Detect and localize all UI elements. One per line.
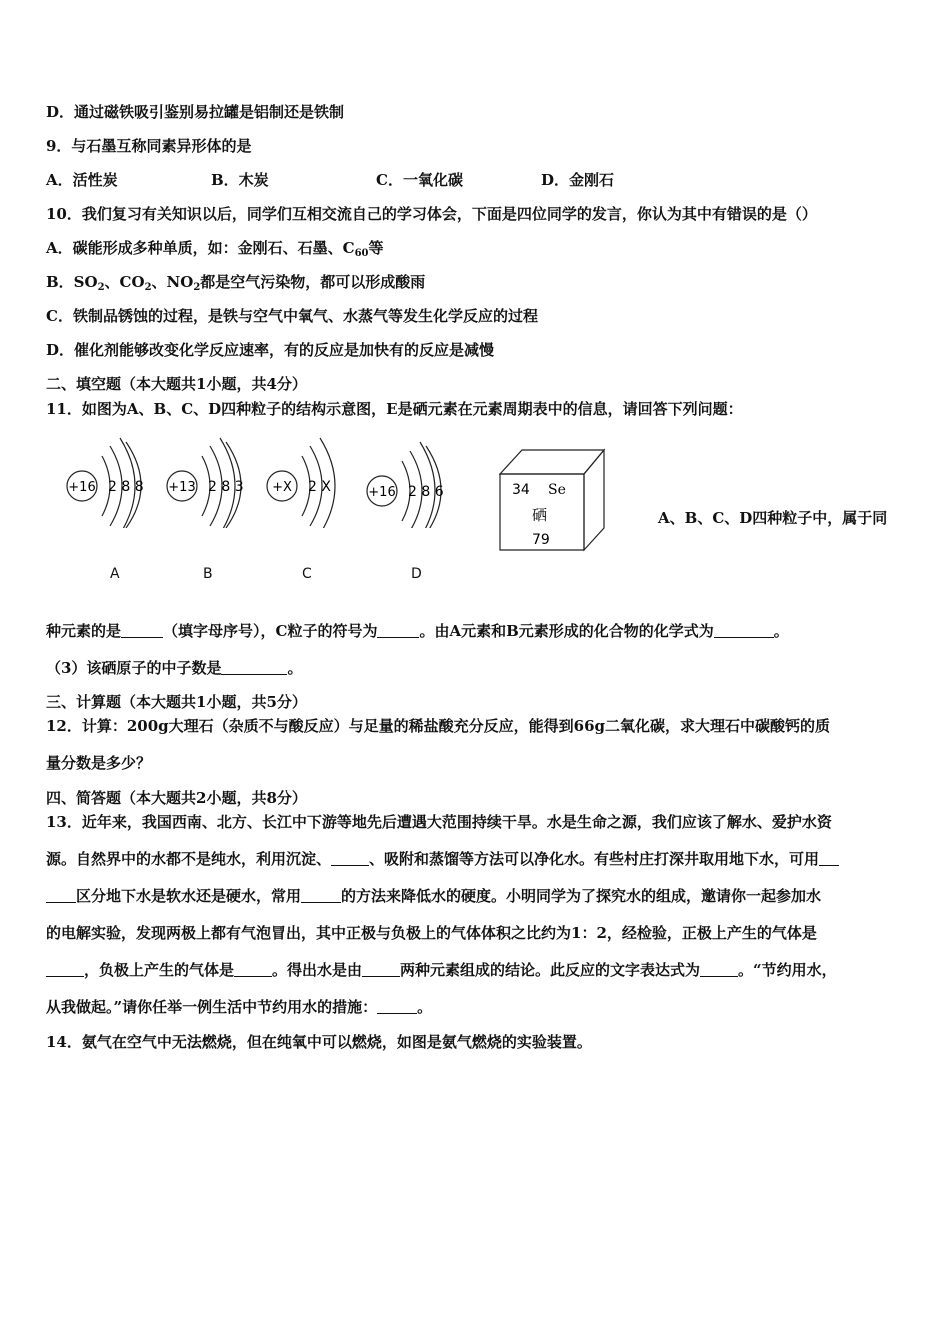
atom-a-shells: 2 8 8: [108, 479, 144, 495]
q9-options: [46, 170, 906, 190]
atom-c-nucleus: +X: [272, 480, 292, 495]
atom-b-label: B: [203, 566, 213, 582]
element-name: 硒: [532, 506, 548, 524]
section-4-title: 四、简答题（本大题共2小题，共8分）: [46, 789, 307, 807]
q10-option-b: B．$SO_2$、$CO_2$、$NO_2$都是空气污染物，都可以形成酸雨: [46, 273, 426, 293]
atom-d-shells: 2 8 6: [408, 484, 444, 500]
blank-same-element[interactable]: [121, 623, 163, 638]
atom-d-nucleus: +16: [368, 485, 396, 500]
element-symbol: Se: [548, 482, 566, 498]
blank-positive-gas[interactable]: [46, 962, 84, 977]
q13-line-2: 源。自然界中的水都不是纯水，利用沉淀、 、吸附和蒸馏等方法可以净化水。有些村庄打深井取用地下水，可用: [46, 849, 839, 869]
atom-a-label: A: [110, 566, 120, 582]
q11-line-2: 种元素的是 （填字母序号），C粒子的符号为 。由A元素和B元素形成的化合物的化学式为 。: [46, 622, 789, 640]
q14-stem: 14．氨气在空气中无法燃烧，但在纯氧中可以燃烧，如图是氨气燃烧的实验装置。: [46, 1033, 592, 1051]
q9-option-d: D．金刚石: [541, 171, 615, 189]
blank-soften-method[interactable]: [301, 888, 341, 903]
q13-line-5: ，负极上产生的气体是 。得出水是由 两种元素组成的结论。此反应的文字表达式为 。“节约用水，: [46, 960, 837, 980]
blank-purify-method[interactable]: [331, 851, 369, 866]
element-atomic-number: 34: [512, 482, 530, 498]
blank-compound-formula[interactable]: [714, 623, 774, 638]
q11-stem: 11．如图为A、B、C、D四种粒子的结构示意图，E是硒元素在元素周期表中的信息，请回答下列问题：: [46, 400, 743, 418]
q10-option-c: C．铁制品锈蚀的过程，是铁与空气中氧气、水蒸气等发生化学反应的过程: [46, 307, 538, 325]
q11-side-text: A、B、C、D四种粒子中，属于同: [658, 509, 888, 527]
blank-neutron-number[interactable]: [221, 660, 287, 675]
q10-option-a: A．碳能形成多种单质，如：金刚石、石墨、$C_{60}$等: [46, 239, 384, 259]
blank-elements[interactable]: [362, 962, 400, 977]
section-3-title: 三、计算题（本大题共1小题，共5分）: [46, 693, 307, 711]
q9-option-b: B．木炭: [211, 171, 269, 189]
q10-option-d: D．催化剂能够改变化学反应速率，有的反应是加快有的反应是减慢: [46, 341, 495, 359]
q9-option-a: A．活性炭: [46, 171, 118, 189]
blank-hard-soft-test[interactable]: [819, 851, 839, 866]
blank-save-water[interactable]: [377, 999, 417, 1014]
q12-line-1: 12．计算：200g大理石（杂质不与酸反应）与足量的稀盐酸充分反应，能得到66g二氧化碳，求大理石中碳酸钙的质: [46, 717, 831, 735]
q12-line-2: 量分数是多少？: [46, 754, 152, 772]
section-2-title: 二、填空题（本大题共1小题，共4分）: [46, 375, 307, 393]
q8-option-d: D．通过磁铁吸引鉴别易拉罐是铝制还是铁制: [46, 103, 345, 121]
q13-line-1: 13．近年来，我国西南、北方、长江中下游等地先后遭遇大范围持续干旱。水是生命之源，我们应该了解水、爱护水资: [46, 813, 832, 831]
blank-hard-soft-test-cont[interactable]: [46, 888, 76, 903]
atom-diagram-d: [362, 428, 462, 532]
atom-diagram-c: [262, 428, 362, 532]
q10-stem: 10．我们复习有关知识以后，同学们互相交流自己的学习体会，下面是四位同学的发言，你认为其中有错误的是（）: [46, 205, 817, 223]
atom-a-nucleus: +16: [68, 480, 96, 495]
atom-b-nucleus: +13: [168, 480, 196, 495]
atom-c-label: C: [302, 566, 312, 582]
atom-d-label: D: [411, 566, 422, 582]
q11-line-3: （3）该硒原子的中子数是 。: [46, 659, 303, 677]
atom-diagram-b: [162, 428, 262, 532]
blank-c-symbol[interactable]: [377, 623, 419, 638]
q9-option-c: C．一氧化碳: [376, 171, 463, 189]
element-mass: 79: [532, 532, 550, 548]
selenium-element-cell: [498, 448, 608, 556]
q13-line-6: 从我做起。”请你任举一例生活中节约用水的措施： 。: [46, 998, 433, 1016]
atom-b-shells: 2 8 3: [208, 479, 244, 495]
q9-stem: 9．与石墨互称同素异形体的是: [46, 137, 252, 155]
blank-negative-gas[interactable]: [234, 962, 272, 977]
q13-line-3: 区分地下水是软水还是硬水，常用 的方法来降低水的硬度。小明同学为了探究水的组成，邀请你一起参加水: [46, 886, 821, 906]
q13-line-4: 的电解实验，发现两极上都有气泡冒出，其中正极与负极上的气体体积之比约为1：2，经检验，正极上产生的气体是: [46, 924, 817, 942]
atom-diagram-a: [62, 428, 162, 532]
atom-c-shells: 2 X: [308, 479, 331, 495]
blank-word-equation[interactable]: [700, 962, 738, 977]
